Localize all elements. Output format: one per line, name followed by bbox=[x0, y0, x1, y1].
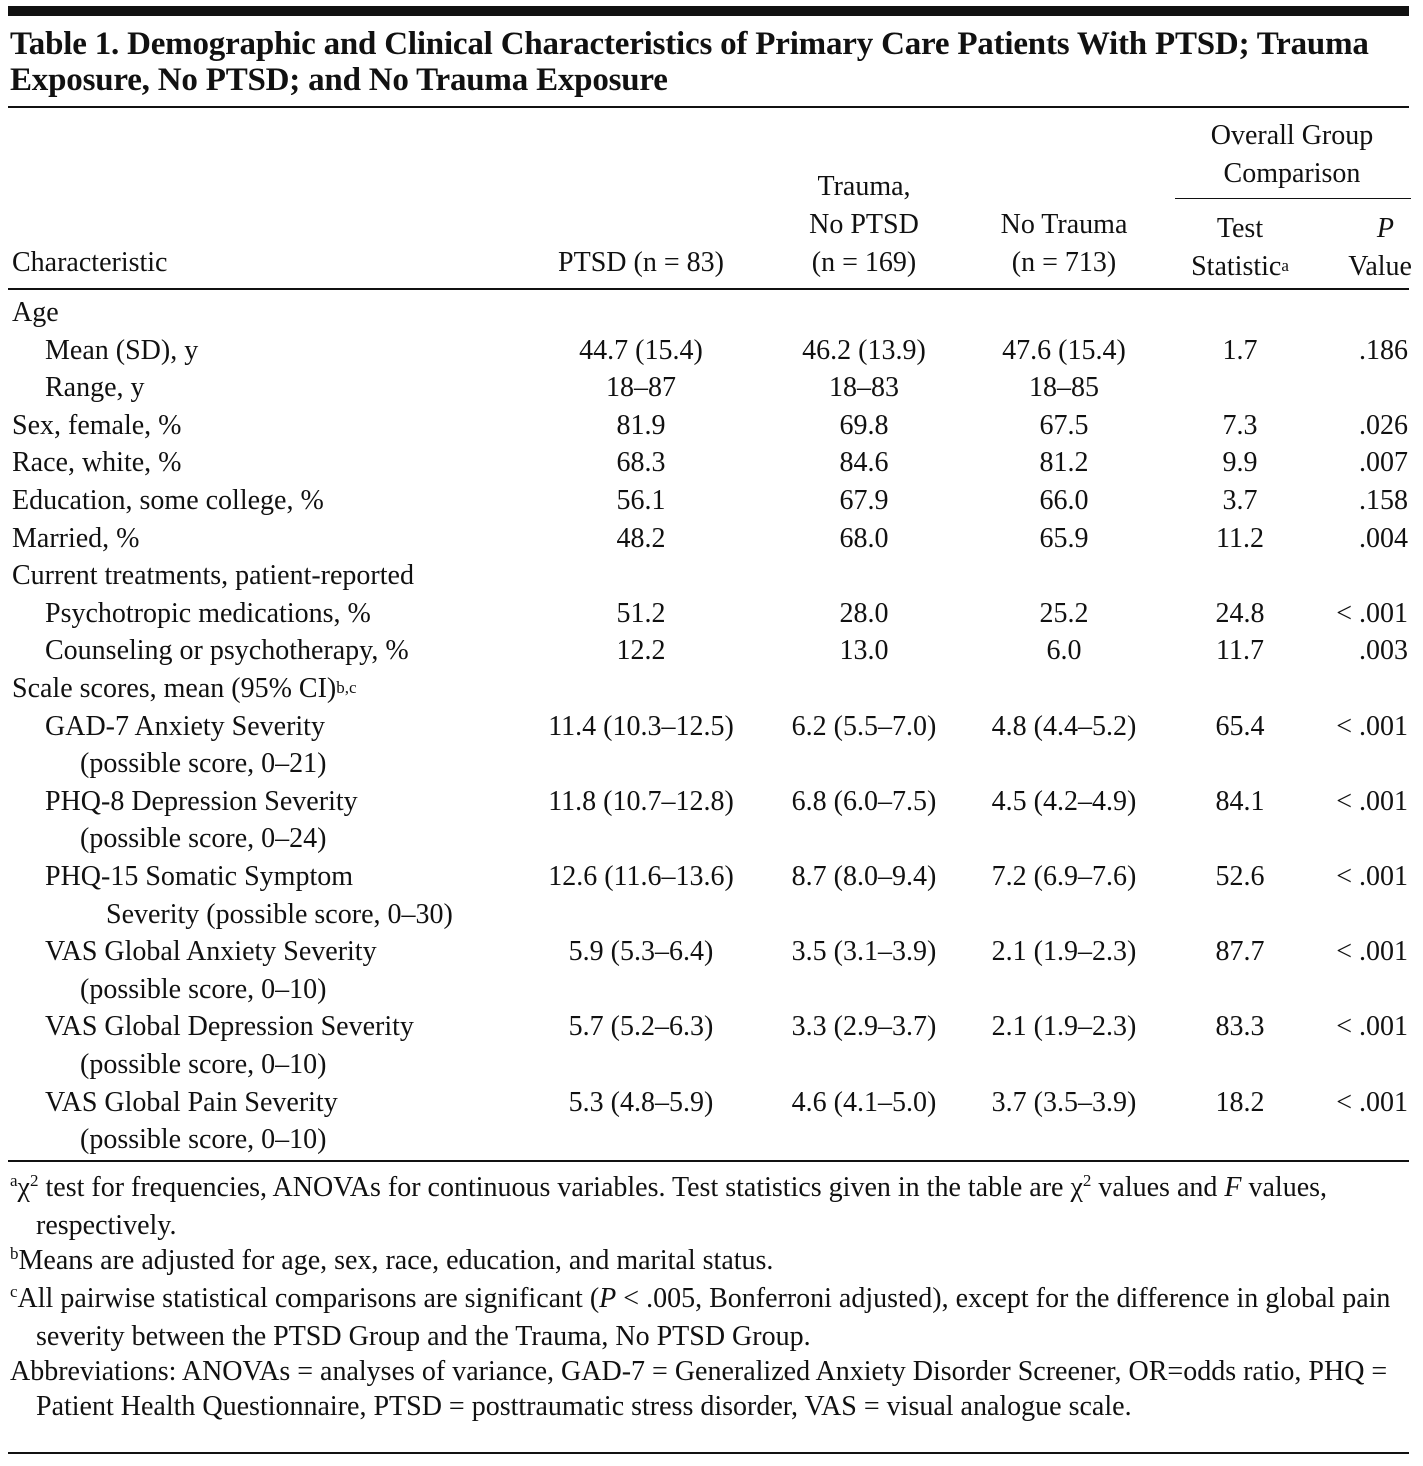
row-label: Psychotropic medications, % bbox=[45, 597, 371, 629]
cell-c5: < .001 bbox=[1336, 785, 1408, 817]
cell-c2: 68.0 bbox=[839, 522, 889, 554]
table-row bbox=[0, 520, 1423, 558]
cell-c1: 12.6 (11.6–13.6) bbox=[548, 861, 734, 892]
row-label: Mean (SD), y bbox=[45, 334, 199, 366]
table-row bbox=[0, 1046, 1423, 1084]
table-row bbox=[0, 294, 1423, 332]
cell-c1: 51.2 bbox=[616, 597, 666, 629]
col4-header: Test Statistic$^a$ bbox=[1191, 213, 1289, 282]
table-row bbox=[0, 783, 1423, 821]
cell-c4: 52.6 bbox=[1215, 861, 1265, 892]
cell-c5: < .001 bbox=[1336, 710, 1408, 742]
row-label: VAS Global Anxiety Severity bbox=[45, 936, 377, 968]
cell-c2: 46.2 (13.9) bbox=[802, 334, 926, 366]
cell-c3: 81.2 bbox=[1039, 447, 1089, 479]
body-end-rule bbox=[8, 1160, 1409, 1162]
cell-c2: 67.9 bbox=[839, 485, 889, 516]
cell-c5: .186 bbox=[1359, 334, 1408, 366]
cell-c5: < .001 bbox=[1336, 597, 1408, 629]
footnote-b: $^b$Means are adjusted for age, sex, race, education, and marital status. bbox=[10, 1244, 774, 1276]
row-label: Counseling or psychotherapy, % bbox=[45, 635, 409, 667]
row-label: Married, % bbox=[12, 522, 140, 554]
row-label: (possible score, 0–21) bbox=[80, 748, 327, 780]
cell-c4: 7.3 bbox=[1222, 409, 1258, 441]
cell-c3: 4.8 (4.4–5.2) bbox=[991, 710, 1137, 742]
cell-c4: 11.2 bbox=[1216, 522, 1264, 554]
row-label: (possible score, 0–24) bbox=[80, 823, 327, 855]
col3-header: No Trauma (n = 713) bbox=[1000, 209, 1128, 278]
cell-c2: 6.8 (6.0–7.5) bbox=[791, 785, 937, 817]
cell-c5: < .001 bbox=[1336, 1011, 1408, 1043]
cell-c4: 1.7 bbox=[1222, 334, 1258, 366]
table-row bbox=[0, 1121, 1423, 1159]
row-label: (possible score, 0–10) bbox=[80, 973, 327, 1005]
table-row bbox=[0, 1008, 1423, 1046]
row-label: Sex, female, % bbox=[12, 409, 182, 441]
cell-c4: 24.8 bbox=[1215, 597, 1265, 629]
row-label: Race, white, % bbox=[12, 447, 182, 479]
col1-header: PTSD (n = 83) bbox=[558, 247, 724, 278]
footnote-c: $^c$All pairwise statistical comparisons are significant (P < .005, Bonferroni adjusted), except for the difference in global pain severity between the PTSD Group and the Trauma, No PTSD Group. bbox=[10, 1282, 1391, 1352]
cell-c2: 69.8 bbox=[839, 409, 889, 441]
cell-c1: 56.1 bbox=[616, 485, 666, 516]
row-label: PHQ-15 Somatic Symptom bbox=[45, 861, 354, 892]
cell-c2: 28.0 bbox=[839, 597, 889, 629]
cell-c1: 18–87 bbox=[606, 372, 676, 404]
cell-c5: < .001 bbox=[1336, 1086, 1408, 1118]
cell-c3: 2.1 (1.9–2.3) bbox=[991, 1011, 1137, 1043]
cell-c3: 4.5 (4.2–4.9) bbox=[991, 785, 1137, 817]
cell-c4: 65.4 bbox=[1215, 710, 1265, 742]
cell-c2: 13.0 bbox=[839, 635, 889, 667]
footnote-a: $^a\chi^2$ test for frequencies, ANOVAs for continuous variables. Test statistics given in the table are $\chi^2$ values and F values, respectively. bbox=[10, 1171, 1328, 1241]
cell-c4: 84.1 bbox=[1215, 785, 1265, 817]
cell-c1: 81.9 bbox=[616, 409, 666, 441]
group-header-rule bbox=[1175, 198, 1411, 199]
cell-c4: 83.3 bbox=[1215, 1011, 1265, 1043]
row-label: (possible score, 0–10) bbox=[80, 1124, 327, 1156]
cell-c2: 18–83 bbox=[829, 372, 899, 404]
cell-c1: 11.4 (10.3–12.5) bbox=[548, 710, 734, 742]
table-row bbox=[0, 632, 1423, 670]
cell-c3: 65.9 bbox=[1039, 522, 1089, 554]
cell-c1: 5.3 (4.8–5.9) bbox=[568, 1086, 714, 1118]
table-row bbox=[0, 745, 1423, 783]
table-row bbox=[0, 971, 1423, 1009]
table-row bbox=[0, 595, 1423, 633]
table-row bbox=[0, 670, 1423, 708]
table-row bbox=[0, 557, 1423, 595]
table-row bbox=[0, 482, 1423, 520]
cell-c5: .158 bbox=[1359, 485, 1408, 516]
table-row bbox=[0, 407, 1423, 445]
cell-c5: .007 bbox=[1359, 447, 1408, 479]
cell-c5: < .001 bbox=[1336, 936, 1408, 968]
header-rule bbox=[8, 288, 1409, 290]
cell-c3: 3.7 (3.5–3.9) bbox=[991, 1086, 1137, 1118]
row-label: GAD-7 Anxiety Severity bbox=[45, 710, 325, 742]
cell-c3: 47.6 (15.4) bbox=[1002, 334, 1126, 366]
cell-c3: 66.0 bbox=[1039, 485, 1089, 516]
table-row bbox=[0, 933, 1423, 971]
col5-header: P Value bbox=[1348, 213, 1412, 282]
cell-c5: < .001 bbox=[1336, 861, 1408, 892]
table-row bbox=[0, 444, 1423, 482]
cell-c2: 84.6 bbox=[839, 447, 889, 479]
cell-c2: 6.2 (5.5–7.0) bbox=[791, 710, 937, 742]
row-label: Current treatments, patient-reported bbox=[12, 560, 414, 592]
cell-c2: 8.7 (8.0–9.4) bbox=[791, 861, 937, 892]
row-label: VAS Global Pain Severity bbox=[45, 1086, 338, 1118]
table-title: Table 1. Demographic and Clinical Characteristics of Primary Care Patients With PTSD; Trauma Exposure, No PTSD; and No Trauma Exposure bbox=[10, 26, 1369, 98]
cell-c5: .026 bbox=[1359, 409, 1408, 441]
cell-c2: 4.6 (4.1–5.0) bbox=[791, 1086, 937, 1118]
cell-c1: 48.2 bbox=[616, 522, 666, 554]
cell-c1: 12.2 bbox=[616, 635, 666, 667]
bottom-rule bbox=[8, 1452, 1409, 1454]
cell-c3: 2.1 (1.9–2.3) bbox=[991, 936, 1137, 968]
cell-c4: 11.7 bbox=[1216, 635, 1264, 667]
top-rule bbox=[8, 6, 1409, 16]
cell-c3: 7.2 (6.9–7.6) bbox=[991, 861, 1137, 892]
cell-c1: 5.9 (5.3–6.4) bbox=[568, 936, 714, 968]
row-label: Scale scores, mean (95% CI)$^{b,c}$ bbox=[12, 673, 357, 704]
cell-c4: 3.7 bbox=[1222, 485, 1258, 516]
row-label: Severity (possible score, 0–30) bbox=[106, 898, 453, 930]
row-label: VAS Global Depression Severity bbox=[45, 1011, 414, 1043]
table-row bbox=[0, 369, 1423, 407]
cell-c2: 3.5 (3.1–3.9) bbox=[791, 936, 937, 968]
row-label: PHQ-8 Depression Severity bbox=[45, 785, 358, 817]
table-row bbox=[0, 332, 1423, 370]
cell-c5: .004 bbox=[1359, 522, 1408, 554]
cell-c5: .003 bbox=[1359, 635, 1408, 667]
group-header: Overall Group Comparison bbox=[1210, 120, 1374, 189]
characteristic-header: Characteristic bbox=[12, 247, 168, 278]
cell-c3: 25.2 bbox=[1039, 597, 1089, 629]
cell-c3: 18–85 bbox=[1029, 372, 1099, 404]
cell-c1: 5.7 (5.2–6.3) bbox=[568, 1011, 714, 1043]
cell-c2: 3.3 (2.9–3.7) bbox=[791, 1011, 937, 1043]
cell-c1: 68.3 bbox=[616, 447, 666, 479]
abbreviations-note: Abbreviations: ANOVAs = analyses of variance, GAD-7 = Generalized Anxiety Disorder Screener, OR=odds ratio, PHQ = Patient Health Questionnaire, PTSD = posttraumatic stress disorder, VAS = visual analogue scale. bbox=[10, 1356, 1388, 1422]
table-row bbox=[0, 896, 1423, 934]
cell-c3: 67.5 bbox=[1039, 409, 1089, 441]
cell-c1: 44.7 (15.4) bbox=[579, 334, 703, 366]
cell-c4: 9.9 bbox=[1222, 447, 1258, 479]
table-row bbox=[0, 820, 1423, 858]
footnotes bbox=[10, 1170, 1410, 1424]
row-label: Education, some college, % bbox=[12, 485, 324, 516]
title-rule bbox=[8, 106, 1409, 108]
row-label: Range, y bbox=[45, 372, 145, 404]
col2-header: Trauma, No PTSD (n = 169) bbox=[809, 171, 919, 278]
table-row bbox=[0, 1084, 1423, 1122]
cell-c4: 87.7 bbox=[1215, 936, 1265, 968]
row-label: (possible score, 0–10) bbox=[80, 1049, 327, 1080]
cell-c3: 6.0 bbox=[1046, 635, 1082, 667]
cell-c1: 11.8 (10.7–12.8) bbox=[548, 785, 734, 817]
table-row bbox=[0, 858, 1423, 896]
table-row bbox=[0, 708, 1423, 746]
row-label: Age bbox=[12, 297, 59, 328]
cell-c4: 18.2 bbox=[1215, 1086, 1265, 1118]
